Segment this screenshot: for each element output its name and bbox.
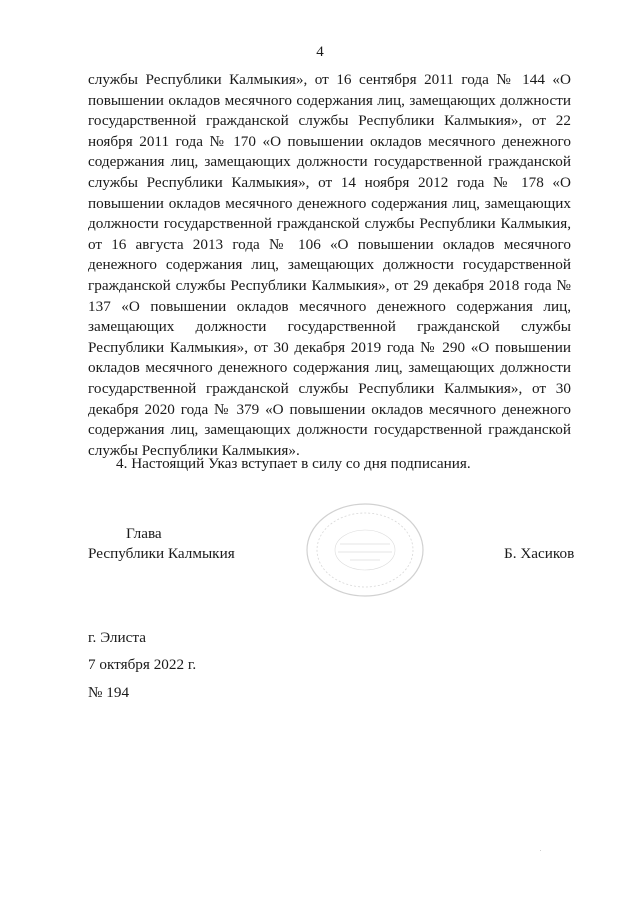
issue-date: 7 октября 2022 г.	[88, 656, 197, 673]
issue-place: г. Элиста	[88, 629, 146, 646]
decree-paragraph-4: 4. Настоящий Указ вступает в силу со дня подписания.	[116, 455, 471, 472]
decree-body-text: службы Республики Калмыкия», от 16 сентября 2011 года № 144 «О повышении окладов месячного содержания лиц, замещающих должности государственной гражданской службы Республики Калмыкия», от 22 ноября 2011 года № 170 «О повышении окладов месячного денежного содержания лиц, замещающих должности государственной гражданской службы Республики Калмыкия», от 14 ноября 2012 года № 178 «О повышении окладов месячного денежного содержания лиц, замещающих должности государственной гражданской службы Республики Калмыкия, от 16 августа 2013 года № 106 «О повышении окладов месячного денежного содержания лиц, замещающих должности государственной гражданской службы Республики Калмыкия», от 29 декабря 2018 года № 137 «О повышении окладов месячного денежного содержания лиц, замещающих должности государственной гражданской службы Республики Калмыкия», от 30 декабря 2019 года № 290 «О повышении окладов месячного денежного содержания лиц, замещающих должности государственной гражданской службы Республики Калмыкия», от 30 декабря 2020 года № 379 «О повышении окладов месячного денежного содержания лиц, замещающих должности государственной гражданской службы Республики Калмыкия».	[88, 71, 571, 459]
signatory-title-line2: Республики Калмыкия	[88, 545, 235, 562]
signatory-title-line1: Глава	[126, 525, 162, 542]
decree-number: № 194	[88, 684, 130, 701]
scan-speck	[540, 850, 541, 851]
page-number: 4	[316, 44, 324, 60]
official-seal-stamp	[300, 500, 430, 600]
signatory-name: Б. Хасиков	[504, 545, 575, 562]
